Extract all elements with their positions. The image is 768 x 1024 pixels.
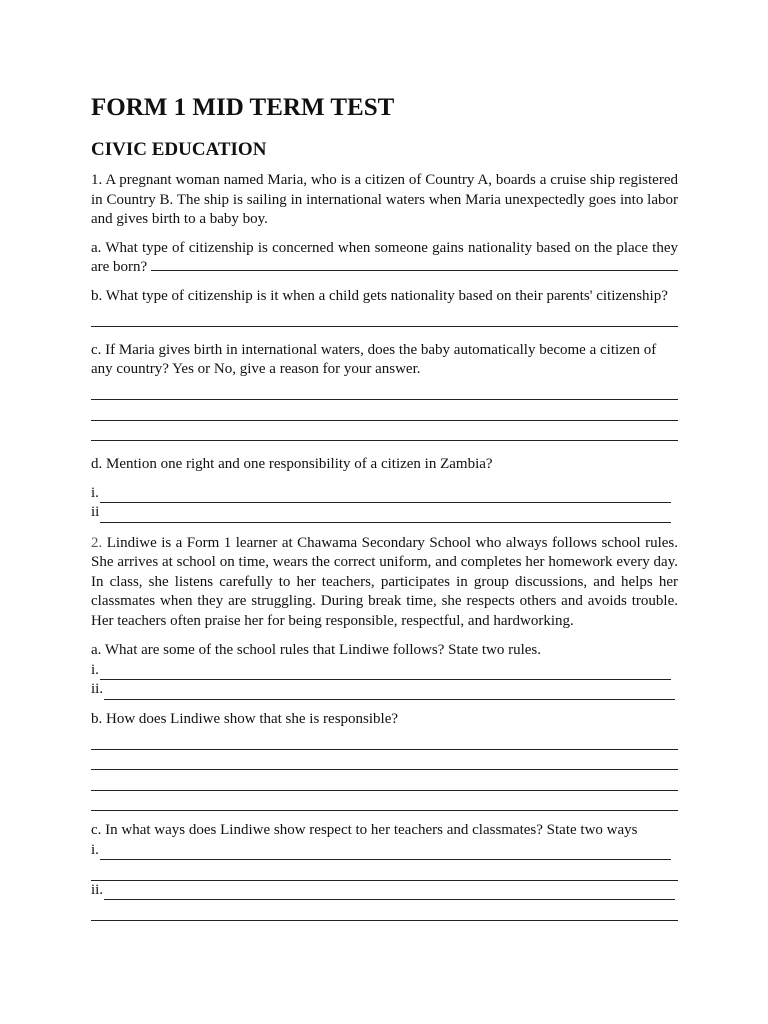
q1c-answer-line-2[interactable] [91, 400, 678, 421]
q2a-answer-ii[interactable] [91, 680, 675, 700]
q2a-label-i: i. [91, 661, 99, 678]
page-title: FORM 1 MID TERM TEST [91, 94, 395, 121]
q2a-question: a. What are some of the school rules that Lindiwe follows? State two rules. [91, 642, 542, 658]
q1-scenario [91, 171, 678, 230]
q2c-answer-ii[interactable] [91, 881, 675, 901]
q2-number: 2. [91, 534, 103, 551]
q2a-label-ii: ii. [91, 681, 104, 697]
q2a-line-i[interactable] [100, 664, 671, 680]
q1a-text: a. What type of citizenship is concerned when someone gains nationality based on the place they are born? [91, 239, 678, 275]
q1-number: 1. [91, 172, 103, 188]
q2c-answer-i[interactable] [91, 841, 671, 861]
q2c-question: c. In what ways does Lindiwe show respect to her teachers and classmates? State two ways [91, 822, 638, 838]
q2-scenario-text: Lindiwe is a Form 1 learner at Chawama Secondary School who always follows school rules. She arrives at school on time, wears the correct uniform, and completes her homework every day. In class, she listens carefully to her teachers, participates in group discussions, and helps her classmates when they are struggling. During break time, she respects others and avoids trouble. Her teachers often praise her for being responsible, respectful, and hardworking. [91, 534, 679, 629]
q2c-line-ii[interactable] [104, 884, 675, 900]
q2-scenario [91, 534, 678, 632]
q1b-answer-line[interactable] [91, 306, 678, 327]
q1d-label-i: i. [91, 484, 99, 501]
q2c-line-i[interactable] [100, 844, 671, 860]
q2b-question: b. How does Lindiwe show that she is responsible? [91, 710, 399, 727]
q1a-answer-line[interactable] [151, 258, 678, 271]
q2c-answer-i-continued[interactable] [91, 860, 678, 881]
q1c-question: c. If Maria gives birth in international waters, does the baby automatically become a citizen of any country? Yes or No, give a reason for your answer. [91, 341, 657, 377]
q1a-question [91, 239, 678, 278]
subject-heading: CIVIC EDUCATION [91, 139, 267, 160]
q1d-question: d. Mention one right and one responsibility of a citizen in Zambia? [91, 456, 493, 472]
q1-scenario-text: A pregnant woman named Maria, who is a citizen of Country A, boards a cruise ship registered in Country B. The ship is sailing in international waters when Maria unexpectedly goes into labor and gives birth to a baby boy. [91, 172, 678, 227]
q1d-line-i[interactable] [100, 487, 671, 503]
q2b-answer-line-2[interactable] [91, 750, 678, 771]
q1c-answer-line-3[interactable] [91, 421, 678, 442]
q2c-answer-ii-continued[interactable] [91, 900, 678, 921]
q2b-answer-line-4[interactable] [91, 791, 678, 812]
q1d-answer-ii[interactable] [91, 503, 671, 523]
q2c-label-i: i. [91, 841, 99, 858]
test-page [91, 92, 678, 921]
q2b-answer-line-1[interactable] [91, 729, 678, 750]
q2a-line-ii[interactable] [104, 684, 675, 700]
q1d-label-ii: ii [91, 504, 100, 520]
q1d-line-ii[interactable] [100, 507, 671, 523]
q2c-label-ii: ii. [91, 881, 104, 898]
q2b-answer-line-3[interactable] [91, 770, 678, 791]
q1b-question: b. What type of citizenship is it when a child gets nationality based on their parents' citizenship? [91, 287, 668, 304]
q2a-answer-i[interactable] [91, 661, 671, 681]
q1c-answer-line-1[interactable] [91, 380, 678, 401]
q1d-answer-i[interactable] [91, 484, 671, 504]
